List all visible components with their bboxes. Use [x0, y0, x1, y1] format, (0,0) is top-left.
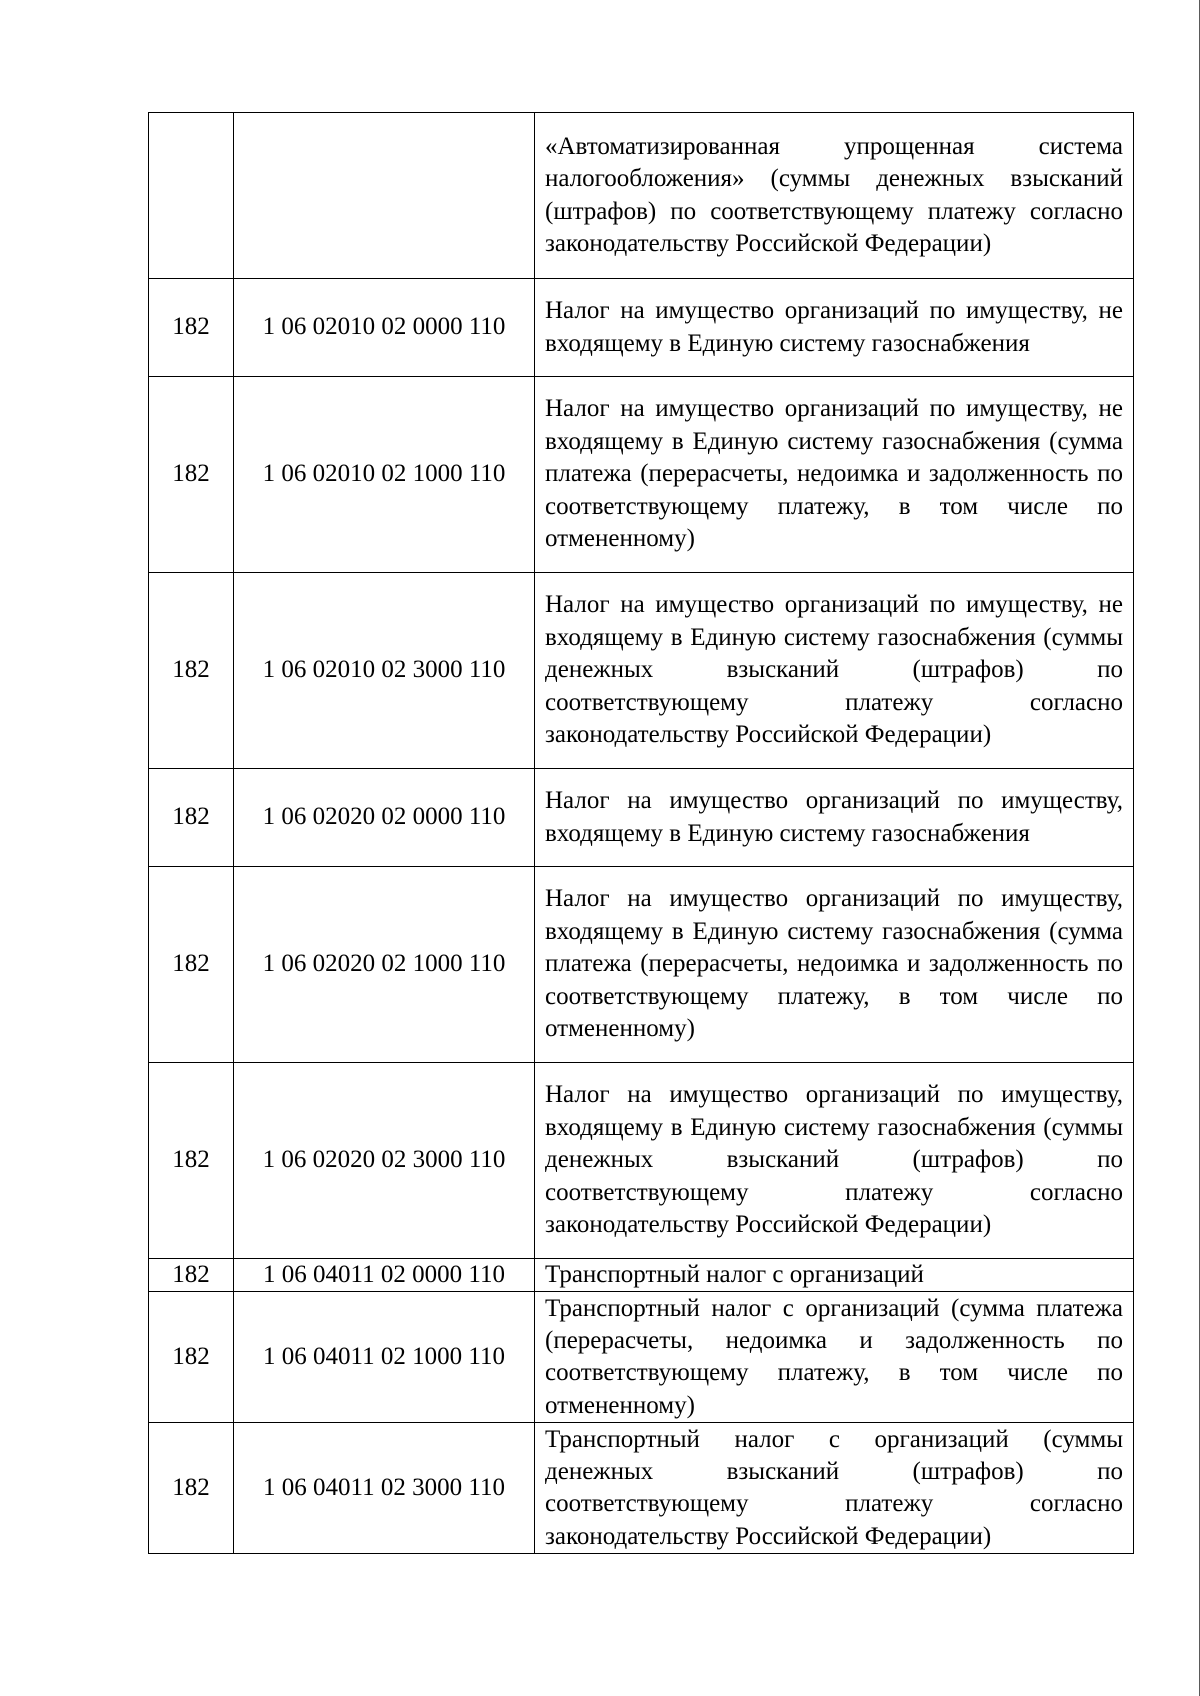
- admin-code-cell: 182: [149, 1063, 234, 1259]
- table-row: [149, 1423, 1134, 1554]
- admin-code-cell: [149, 113, 234, 279]
- revenue-name-cell: «Автоматизированная упрощенная система налогообложения» (суммы денежных взысканий (штрафов) по соответствующему платежу согласно законодательству Российской Федерации): [535, 113, 1134, 279]
- budget-code-cell: [234, 113, 535, 279]
- budget-code-cell: 1 06 04011 02 1000 110: [234, 1292, 535, 1423]
- table-row: [149, 279, 1134, 377]
- admin-code-cell: 182: [149, 1292, 234, 1423]
- table-row: [149, 769, 1134, 867]
- admin-code-cell: 182: [149, 573, 234, 769]
- budget-code-cell: 1 06 02020 02 1000 110: [234, 867, 535, 1063]
- budget-code-cell: 1 06 04011 02 0000 110: [234, 1259, 535, 1292]
- admin-code-cell: 182: [149, 279, 234, 377]
- admin-code-cell: 182: [149, 1423, 234, 1554]
- revenue-name-cell: Транспортный налог с организаций (сумма платежа (перерасчеты, недоимка и задолженность по соответствующему платежу, в том числе по отмененному): [535, 1292, 1134, 1423]
- revenue-name-cell: Налог на имущество организаций по имуществу, не входящему в Единую систему газоснабжения (суммы денежных взысканий (штрафов) по соответствующему платежу согласно законодательству Российской Федерации): [535, 573, 1134, 769]
- budget-codes-table: [148, 112, 1134, 1554]
- budget-code-cell: 1 06 04011 02 3000 110: [234, 1423, 535, 1554]
- revenue-name-cell: Налог на имущество организаций по имуществу, входящему в Единую систему газоснабжения: [535, 769, 1134, 867]
- revenue-name-cell: Налог на имущество организаций по имуществу, не входящему в Единую систему газоснабжения: [535, 279, 1134, 377]
- budget-code-cell: 1 06 02010 02 0000 110: [234, 279, 535, 377]
- revenue-name-cell: Налог на имущество организаций по имуществу, входящему в Единую систему газоснабжения (сумма платежа (перерасчеты, недоимка и задолженность по соответствующему платежу, в том числе по отмененному): [535, 867, 1134, 1063]
- admin-code-cell: 182: [149, 769, 234, 867]
- table-row: [149, 113, 1134, 279]
- revenue-name-cell: Налог на имущество организаций по имуществу, входящему в Единую систему газоснабжения (суммы денежных взысканий (штрафов) по соответствующему платежу согласно законодательству Российской Федерации): [535, 1063, 1134, 1259]
- table-row: [149, 377, 1134, 573]
- admin-code-cell: 182: [149, 377, 234, 573]
- admin-code-cell: 182: [149, 1259, 234, 1292]
- revenue-name-cell: Транспортный налог с организаций: [535, 1259, 1134, 1292]
- admin-code-cell: 182: [149, 867, 234, 1063]
- table-row: [149, 1259, 1134, 1292]
- revenue-name-cell: Налог на имущество организаций по имуществу, не входящему в Единую систему газоснабжения (сумма платежа (перерасчеты, недоимка и задолженность по соответствующему платежу, в том числе по отмененному): [535, 377, 1134, 573]
- budget-code-cell: 1 06 02020 02 3000 110: [234, 1063, 535, 1259]
- budget-code-cell: 1 06 02020 02 0000 110: [234, 769, 535, 867]
- table-row: [149, 867, 1134, 1063]
- revenue-name-cell: Транспортный налог с организаций (суммы денежных взысканий (штрафов) по соответствующему платежу согласно законодательству Российской Федерации): [535, 1423, 1134, 1554]
- table-row: [149, 1063, 1134, 1259]
- budget-code-cell: 1 06 02010 02 3000 110: [234, 573, 535, 769]
- budget-code-cell: 1 06 02010 02 1000 110: [234, 377, 535, 573]
- table-row: [149, 1292, 1134, 1423]
- table-row: [149, 573, 1134, 769]
